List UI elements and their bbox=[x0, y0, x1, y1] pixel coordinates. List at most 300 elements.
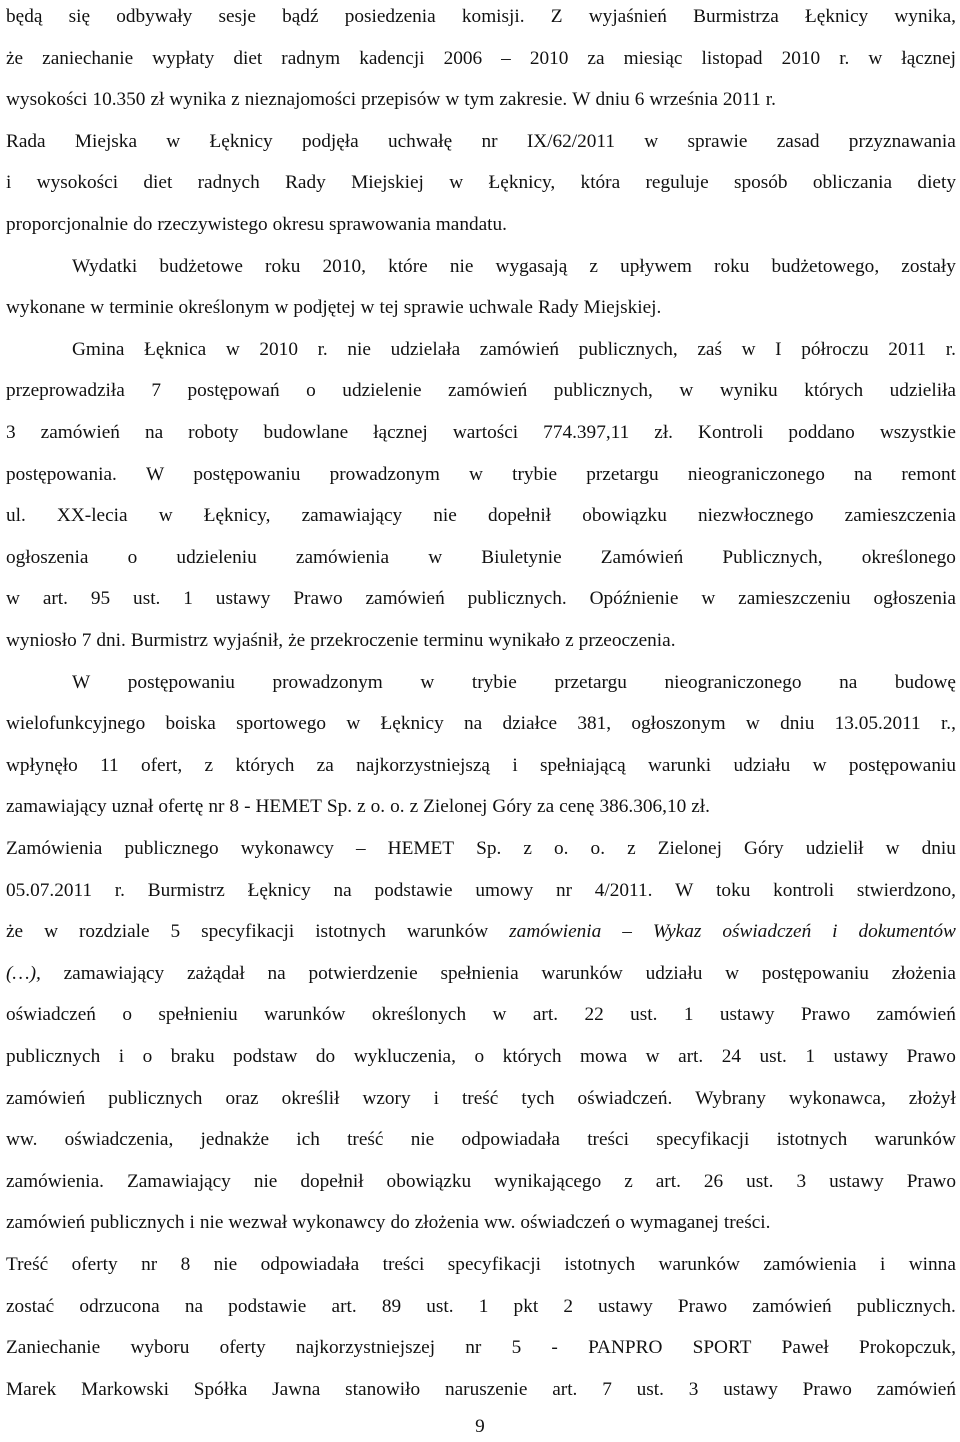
word: Prawo bbox=[800, 1004, 851, 1026]
word: 2 bbox=[563, 1295, 573, 1317]
word: bądź bbox=[282, 6, 319, 27]
word: warunków bbox=[658, 1254, 740, 1275]
word: Miejskiej. bbox=[583, 297, 662, 319]
word: budżetowego, bbox=[771, 255, 880, 277]
word: udzielała bbox=[390, 338, 461, 360]
word: w bbox=[741, 338, 756, 360]
word: na bbox=[854, 463, 873, 485]
word: radnym bbox=[281, 47, 341, 69]
word: w bbox=[701, 588, 716, 610]
word: 2006 bbox=[443, 47, 483, 69]
word: o bbox=[127, 546, 138, 568]
word: 1 bbox=[183, 588, 193, 610]
word: i bbox=[6, 172, 12, 194]
word: w bbox=[644, 130, 659, 152]
word: podstaw bbox=[233, 1046, 298, 1067]
word: Zielonej bbox=[423, 796, 488, 818]
word: treści bbox=[382, 1254, 425, 1275]
word: Prawo bbox=[906, 1170, 956, 1192]
word: spełnienia bbox=[440, 962, 519, 984]
word: Łęknica bbox=[144, 338, 207, 360]
word: ust. bbox=[426, 1295, 454, 1317]
word: toku bbox=[716, 879, 751, 901]
word: za bbox=[537, 796, 555, 818]
word: sportowego bbox=[236, 713, 327, 735]
word: 3 bbox=[688, 1378, 699, 1400]
word: 89 bbox=[381, 1295, 402, 1317]
text-line bbox=[6, 626, 956, 656]
word: Burmistrz bbox=[130, 630, 208, 651]
word: Rady bbox=[285, 172, 326, 194]
word: ww. bbox=[483, 1212, 516, 1234]
word: 05.07.2011 bbox=[6, 879, 93, 901]
word: zamawiający bbox=[63, 962, 165, 984]
text-line bbox=[6, 1000, 956, 1030]
word: Łęknicy bbox=[209, 130, 273, 152]
word: Jawna bbox=[272, 1378, 321, 1400]
word: terminie bbox=[109, 297, 174, 319]
word: ust. bbox=[759, 1046, 787, 1067]
text-line bbox=[6, 1125, 956, 1155]
word: Miejskiej bbox=[351, 172, 424, 194]
word: z bbox=[624, 1170, 633, 1192]
word: zamawiający bbox=[6, 796, 107, 818]
word: SPORT bbox=[692, 1337, 752, 1359]
word: art. bbox=[42, 588, 68, 610]
word: z bbox=[357, 796, 366, 818]
word: zasad bbox=[776, 130, 820, 152]
word: publicznych. bbox=[467, 588, 567, 610]
word: zamówienia bbox=[763, 1254, 857, 1275]
word: których bbox=[804, 380, 864, 402]
word: Gmina bbox=[72, 338, 125, 360]
word: 10.350 bbox=[92, 89, 146, 111]
word: z bbox=[565, 630, 574, 651]
word: z bbox=[409, 796, 419, 818]
word: dopełnił bbox=[300, 1170, 364, 1192]
word: – bbox=[501, 47, 511, 69]
word: mandatu. bbox=[435, 214, 507, 235]
word: 6 bbox=[634, 89, 645, 111]
word: radnych bbox=[197, 172, 260, 194]
word: odpowiadała bbox=[260, 1254, 360, 1275]
word: łącznej bbox=[373, 422, 428, 443]
word: nieograniczonego bbox=[687, 463, 825, 485]
word: w bbox=[645, 1046, 660, 1067]
word: postępowaniu bbox=[761, 962, 869, 984]
word: Wykaz bbox=[652, 921, 702, 943]
word: Góry bbox=[492, 796, 533, 818]
text-line bbox=[6, 418, 956, 448]
word: r. bbox=[839, 47, 850, 69]
word: 26 bbox=[703, 1170, 724, 1192]
word: nie bbox=[253, 1170, 278, 1192]
word: i bbox=[118, 1046, 125, 1067]
word: listopad bbox=[701, 47, 763, 69]
word: HEMET bbox=[255, 796, 322, 818]
word: zaś bbox=[697, 338, 722, 360]
word: 1 bbox=[805, 1046, 815, 1067]
word: oraz bbox=[225, 1087, 259, 1109]
word: i bbox=[512, 754, 518, 776]
word: Burmistrza bbox=[693, 6, 779, 27]
word: Z bbox=[550, 6, 563, 27]
text-line bbox=[6, 959, 956, 989]
word: posiedzenia bbox=[344, 6, 436, 27]
word: zamówienia bbox=[295, 546, 390, 568]
word: w bbox=[428, 546, 443, 568]
word: że bbox=[6, 47, 24, 69]
word: przeoczenia. bbox=[578, 630, 676, 651]
word: nr bbox=[465, 1337, 482, 1359]
word: publicznych bbox=[6, 1046, 101, 1067]
word: oświadczeń bbox=[722, 921, 812, 943]
word: w bbox=[90, 297, 105, 319]
word: zamówień bbox=[479, 338, 560, 360]
word: wynika bbox=[169, 89, 227, 111]
word: w bbox=[868, 47, 883, 69]
word: roku bbox=[714, 255, 750, 277]
word: na bbox=[267, 962, 286, 984]
word: podstawie bbox=[228, 1295, 307, 1317]
text-line bbox=[6, 834, 956, 864]
word: poddano bbox=[788, 422, 855, 443]
text-line bbox=[6, 1333, 956, 1363]
word: wysokości bbox=[36, 172, 119, 194]
word: zł. bbox=[654, 422, 674, 443]
word: nie bbox=[449, 255, 474, 277]
word: Łęknicy bbox=[805, 6, 869, 27]
word: odrzucona bbox=[79, 1295, 160, 1317]
word: określił bbox=[281, 1087, 340, 1109]
word: wyniosło bbox=[6, 630, 77, 651]
word: (…), bbox=[6, 962, 41, 984]
word: treść bbox=[461, 1087, 499, 1109]
word: trybie bbox=[512, 463, 558, 485]
word: nieznajomości bbox=[244, 89, 357, 111]
text-line bbox=[6, 584, 956, 614]
word: roboty bbox=[188, 422, 239, 443]
word: rzeczywistego bbox=[157, 214, 268, 235]
word: specyfikacji bbox=[201, 921, 295, 943]
word: ich bbox=[296, 1129, 320, 1151]
word: art. bbox=[552, 1378, 578, 1400]
word: oferty bbox=[71, 1254, 118, 1275]
word: 2010 bbox=[259, 338, 298, 360]
word: 7 bbox=[151, 380, 161, 402]
word: do bbox=[315, 1046, 336, 1067]
page-number: 9 bbox=[475, 1416, 485, 1437]
word: udzieleniu bbox=[176, 546, 257, 568]
word: Łęknicy bbox=[247, 879, 311, 901]
text-line bbox=[72, 335, 956, 365]
word: zamówień bbox=[40, 422, 120, 443]
word: tej bbox=[379, 297, 399, 319]
word: wykonawca, bbox=[788, 1087, 886, 1109]
word: Zaniechanie bbox=[6, 1337, 101, 1359]
word: Prokopczuk, bbox=[859, 1337, 956, 1359]
word: postępowaniu bbox=[127, 671, 235, 693]
text-line bbox=[6, 1375, 956, 1405]
word: PANPRO bbox=[588, 1337, 663, 1359]
word: 381, bbox=[577, 713, 612, 735]
word: Biuletynie bbox=[481, 546, 562, 568]
text-line bbox=[6, 2, 956, 32]
word: oświadczenia, bbox=[64, 1129, 174, 1151]
word: 7 bbox=[602, 1378, 612, 1400]
word: ofertę bbox=[158, 796, 204, 818]
word: 13.05.2011 bbox=[834, 713, 921, 735]
word: diet bbox=[143, 172, 173, 194]
word: sprawowania bbox=[329, 214, 431, 235]
word: zamieszczeniu bbox=[738, 588, 851, 610]
word: wykonawcy bbox=[240, 838, 334, 859]
word: na bbox=[333, 879, 352, 901]
word: Miejska bbox=[74, 130, 138, 152]
word: określonego bbox=[861, 546, 956, 568]
word: prowadzonym bbox=[272, 671, 383, 693]
word: upływem bbox=[620, 255, 692, 277]
word: wzory bbox=[362, 1087, 411, 1109]
word: Zamawiający bbox=[126, 1170, 231, 1192]
word: komisji. bbox=[461, 6, 525, 27]
word: łącznej bbox=[901, 47, 956, 69]
word: będą bbox=[6, 6, 43, 27]
word: r. bbox=[945, 338, 956, 360]
word: i bbox=[832, 921, 838, 943]
word: Sp. bbox=[326, 796, 353, 818]
word: obowiązku bbox=[386, 1170, 472, 1192]
word: postępowań bbox=[187, 380, 280, 402]
text-line bbox=[6, 168, 956, 198]
word: półroczu bbox=[801, 338, 869, 360]
word: się bbox=[68, 6, 91, 27]
word: w bbox=[449, 172, 464, 194]
word: w bbox=[360, 297, 375, 319]
word: w bbox=[346, 713, 361, 735]
word: 5 bbox=[170, 921, 181, 943]
word: wyjaśnił, bbox=[212, 630, 284, 651]
word: dokumentów bbox=[858, 921, 956, 943]
word: przeprowadziła bbox=[6, 380, 125, 402]
word: Paweł bbox=[781, 1337, 829, 1359]
word: ustawy bbox=[598, 1295, 653, 1317]
word: Zamówień bbox=[600, 546, 684, 568]
word: za bbox=[316, 754, 334, 776]
word: prowadzonym bbox=[329, 463, 440, 485]
word: – bbox=[355, 838, 366, 859]
word: Treść bbox=[6, 1254, 49, 1275]
word: uchwale bbox=[468, 297, 533, 319]
word: do bbox=[390, 1212, 410, 1234]
word: proporcjonalnie bbox=[6, 214, 129, 235]
word: wypłaty bbox=[152, 47, 215, 69]
word: złożenia bbox=[891, 962, 956, 984]
word: 22 bbox=[584, 1004, 604, 1026]
word: Spółka bbox=[193, 1378, 248, 1400]
word: w bbox=[166, 130, 181, 152]
word: diety bbox=[917, 172, 956, 194]
word: na bbox=[839, 671, 858, 693]
word: trybie bbox=[471, 671, 517, 693]
word: przetargu bbox=[586, 463, 659, 485]
word: w bbox=[469, 463, 483, 485]
word: braku bbox=[170, 1046, 215, 1067]
word: udziału bbox=[733, 754, 791, 776]
word: warunków bbox=[406, 921, 489, 943]
word: umowy bbox=[475, 879, 534, 901]
word: warunków bbox=[874, 1129, 956, 1151]
word: budowlane bbox=[263, 422, 349, 443]
word: Góry bbox=[744, 838, 784, 859]
word: cenę bbox=[559, 796, 595, 818]
word: ustawy bbox=[829, 1170, 884, 1192]
word: sprawie bbox=[403, 297, 464, 319]
word: działce bbox=[502, 713, 558, 735]
word: nie bbox=[213, 1254, 238, 1275]
text-line bbox=[6, 210, 956, 240]
word: rozdziale bbox=[78, 921, 150, 943]
word: dniu bbox=[921, 838, 956, 859]
word: dni. bbox=[96, 630, 126, 651]
word: mowa bbox=[580, 1046, 628, 1067]
word: oświadczeń bbox=[6, 1004, 96, 1026]
text-line bbox=[6, 1084, 956, 1114]
word: zamówień bbox=[365, 588, 445, 610]
word: Marek bbox=[6, 1378, 57, 1400]
word: boiska bbox=[165, 713, 216, 735]
word: w bbox=[725, 962, 740, 984]
word: 774.397,11 bbox=[543, 422, 630, 443]
word: 1 bbox=[683, 1004, 694, 1026]
word: Łęknicy, bbox=[488, 172, 556, 194]
word: zamawiający bbox=[301, 505, 403, 527]
word: I bbox=[775, 338, 782, 360]
word: sesje bbox=[218, 6, 256, 27]
word: reguluje bbox=[645, 172, 709, 194]
word: wymaganej bbox=[629, 1212, 719, 1234]
word: wykonane bbox=[6, 297, 86, 319]
word: istotnych bbox=[776, 1129, 848, 1151]
word: ustawy bbox=[833, 1046, 889, 1067]
word: 3 bbox=[6, 422, 16, 443]
word: Zielonej bbox=[657, 838, 722, 859]
word: uznał bbox=[111, 796, 154, 818]
word: 11 bbox=[100, 754, 119, 776]
word: z bbox=[231, 89, 240, 111]
word: zaniechanie bbox=[42, 47, 134, 69]
word: zakresie. bbox=[499, 89, 568, 111]
word: ust. bbox=[630, 1004, 658, 1026]
word: warunków bbox=[264, 1004, 346, 1026]
word: 2010 bbox=[529, 47, 569, 69]
word: art. bbox=[532, 1004, 559, 1026]
word: diet bbox=[233, 47, 263, 69]
word: wyboru bbox=[130, 1337, 190, 1359]
word: ogłoszenia bbox=[873, 588, 956, 610]
word: i bbox=[189, 1212, 195, 1234]
word: o. bbox=[370, 796, 386, 818]
word: wynikającego bbox=[494, 1170, 602, 1192]
word: przepisów bbox=[361, 89, 441, 111]
word: 1 bbox=[478, 1295, 489, 1317]
word: sposób bbox=[733, 172, 788, 194]
word: postępowania. bbox=[6, 463, 117, 485]
word: i bbox=[879, 1254, 886, 1275]
word: kontroli bbox=[773, 879, 835, 901]
word: publicznych, bbox=[578, 338, 678, 360]
word: udzielenie bbox=[342, 380, 422, 402]
word: r., bbox=[940, 713, 956, 735]
word: dniu bbox=[780, 713, 815, 735]
word: zamówień bbox=[6, 1087, 86, 1109]
word: zamówień bbox=[448, 380, 528, 402]
word: ogłoszonym bbox=[631, 713, 726, 735]
word: ust. bbox=[636, 1378, 664, 1400]
text-line bbox=[6, 127, 956, 157]
word: o bbox=[142, 1046, 153, 1067]
word: w bbox=[745, 713, 760, 735]
word: zł bbox=[150, 89, 165, 111]
word: Wydatki bbox=[72, 255, 138, 277]
word: stwierdzono, bbox=[856, 879, 956, 901]
word: nie bbox=[433, 505, 457, 527]
word: wykluczenia, bbox=[353, 1046, 456, 1067]
text-line bbox=[6, 751, 956, 781]
word: remont bbox=[901, 463, 956, 485]
word: zł. bbox=[691, 796, 710, 818]
text-line bbox=[6, 1042, 956, 1072]
word: stanowiło bbox=[345, 1378, 421, 1400]
word: określonych bbox=[371, 1004, 467, 1026]
word: zamieszczenia bbox=[844, 505, 956, 527]
word: oświadczeń bbox=[520, 1212, 611, 1234]
word: naruszenie bbox=[444, 1378, 528, 1400]
word: art. bbox=[331, 1295, 357, 1317]
word: ogłoszenia bbox=[6, 546, 89, 568]
word: HEMET bbox=[387, 838, 455, 859]
text-line bbox=[6, 501, 956, 531]
word: budowę bbox=[894, 671, 956, 693]
word: w bbox=[274, 297, 289, 319]
word: zamówień bbox=[876, 1004, 956, 1026]
word: Markowski bbox=[81, 1378, 169, 1400]
word: Prawo bbox=[293, 588, 343, 610]
word: 5 bbox=[511, 1337, 522, 1359]
word: obowiązku bbox=[582, 505, 667, 527]
word: udzielił bbox=[805, 838, 864, 859]
word: tym bbox=[464, 89, 495, 111]
text-line bbox=[6, 460, 956, 490]
word: postępowaniu bbox=[848, 754, 956, 776]
word: ustawy bbox=[723, 1378, 778, 1400]
word: udziału bbox=[645, 962, 703, 984]
word: r. bbox=[317, 338, 328, 360]
word: Burmistrz bbox=[147, 879, 225, 901]
word: o bbox=[615, 1212, 625, 1234]
word: wyniku bbox=[719, 380, 778, 402]
word: potwierdzenie bbox=[308, 962, 418, 984]
word: o bbox=[122, 1004, 132, 1026]
word: publicznego bbox=[124, 838, 219, 859]
word: zażądał bbox=[186, 962, 245, 984]
word: nr bbox=[481, 130, 498, 152]
word: W bbox=[572, 89, 591, 111]
text-line bbox=[6, 876, 956, 906]
word: treści. bbox=[723, 1212, 771, 1234]
word: Prawo bbox=[677, 1295, 728, 1317]
word: i bbox=[433, 1087, 439, 1109]
